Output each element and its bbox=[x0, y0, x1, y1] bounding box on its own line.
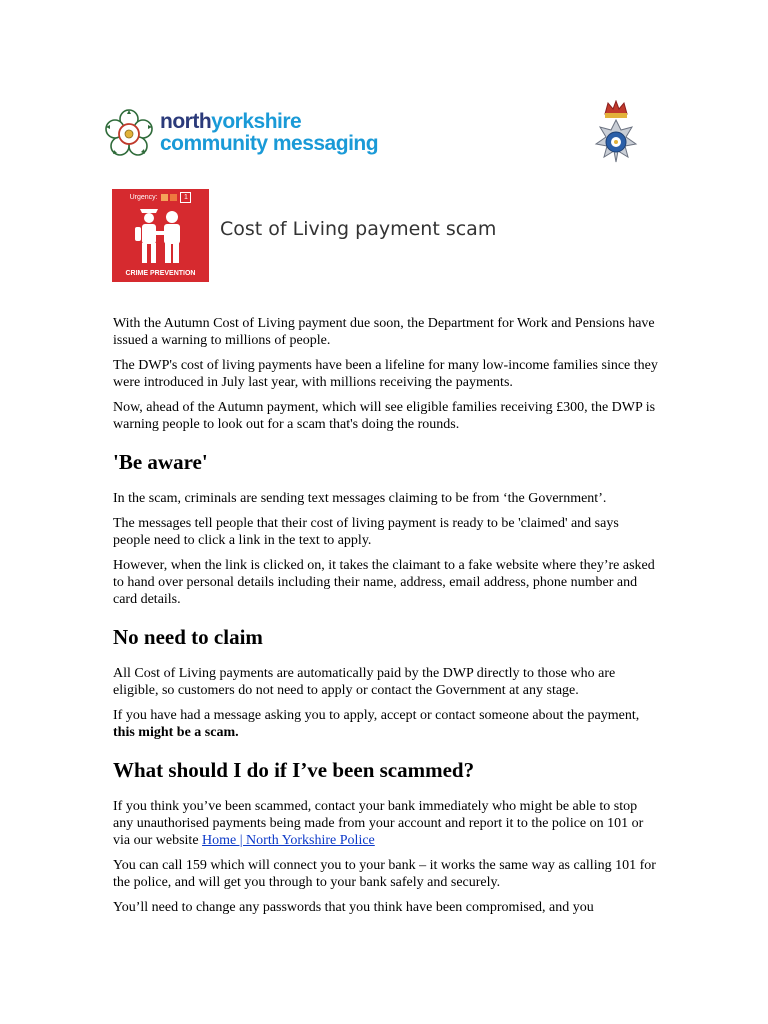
brand-north: north bbox=[160, 110, 212, 133]
header bbox=[103, 100, 648, 172]
intro-paragraph-2: The DWP's cost of living payments have been a lifeline for many low-income families since they were introduced in July last year, with millions receiving the payments. bbox=[113, 358, 658, 390]
be-aware-paragraph-3: However, when the link is clicked on, it takes the claimant to a fake website where they’re asked to hand over personal details including their name, address, email address, phone number and card details. bbox=[113, 558, 655, 607]
section-heading-if-scammed: What should I do if I’ve been scammed? bbox=[113, 758, 475, 782]
scammed-paragraph-1 bbox=[113, 798, 658, 849]
no-need-paragraph-2-text: If you have had a message asking you to apply, accept or contact someone about the payment, bbox=[113, 708, 640, 723]
intro-paragraph-3: Now, ahead of the Autumn payment, which will see eligible families receiving £300, the DWP is warning people to look out for a scam that's doing the rounds. bbox=[113, 400, 656, 432]
intro-paragraph-1: With the Autumn Cost of Living payment due soon, the Department for Work and Pensions have issued a warning to millions of people. bbox=[113, 316, 655, 348]
urgency-label: Urgency: bbox=[129, 194, 158, 201]
page-title: Cost of Living payment scam bbox=[220, 218, 497, 240]
police-arrest-icon bbox=[130, 203, 190, 265]
no-need-paragraph-2 bbox=[113, 707, 658, 741]
no-need-paragraph-1: All Cost of Living payments are automatically paid by the DWP directly to those who are eligible, so customers do not need to apply or contact the Government at any stage. bbox=[113, 666, 616, 698]
section-heading-no-need-to-claim: No need to claim bbox=[113, 625, 263, 649]
be-aware-paragraph-2: The messages tell people that their cost of living payment is ready to be 'claimed' and says people need to click a link in the text to apply. bbox=[113, 516, 619, 548]
urgency-level: 1 bbox=[180, 192, 191, 203]
brand-wordmark bbox=[160, 111, 378, 155]
scam-warning-bold: this might be a scam. bbox=[113, 725, 239, 740]
badge-category: CRIME PREVENTION bbox=[125, 270, 196, 277]
crime-prevention-badge bbox=[112, 189, 209, 282]
article-body bbox=[113, 315, 658, 924]
urgency-box-1 bbox=[161, 194, 168, 201]
section-heading-be-aware: 'Be aware' bbox=[113, 450, 208, 474]
be-aware-paragraph-1: In the scam, criminals are sending text messages claiming to be from ‘the Government’. bbox=[113, 491, 607, 506]
brand-community-messaging: community messaging bbox=[160, 132, 379, 155]
yorkshire-rose-icon bbox=[103, 108, 155, 160]
scammed-paragraph-2: You can call 159 which will connect you to your bank – it works the same way as calling 101 for the police, and will get you through to your bank safely and securely. bbox=[113, 858, 656, 890]
scammed-paragraph-1-text: If you think you’ve been scammed, contact your bank immediately who might be able to stop any unauthorised payments being made from your account and report it to the police on 101 or via our website bbox=[113, 799, 644, 848]
brand-yorkshire: yorkshire bbox=[211, 110, 302, 133]
police-crest-icon bbox=[588, 100, 644, 172]
urgency-indicator bbox=[112, 192, 209, 203]
scammed-paragraph-3: You’ll need to change any passwords that you think have been compromised, and you bbox=[113, 900, 594, 915]
urgency-box-2 bbox=[170, 194, 177, 201]
police-website-link[interactable]: Home | North Yorkshire Police bbox=[202, 833, 375, 848]
